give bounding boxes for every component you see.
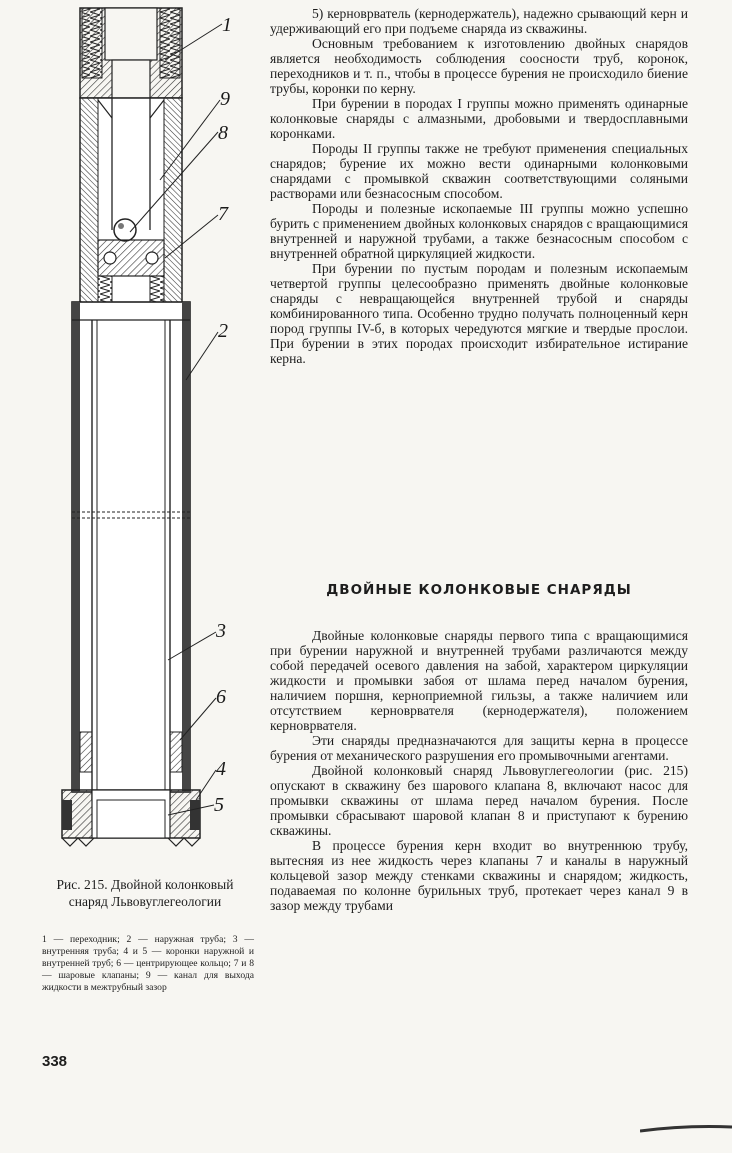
callout-9: 9 <box>220 88 230 110</box>
paragraph: Породы II группы также не требуют применения специальных снарядов; бурение их можно вести одинарными колонковыми снарядами с промывкой скважин соответствующими соляными растворами или безнасосным способом. <box>270 141 688 201</box>
callout-6: 6 <box>216 686 226 708</box>
paragraph: Основным требованием к изготовлению двойных снарядов является необходимость соблюдения соосности труб, коронок, переходников и т. п., чтобы в процессе бурения не происходило биение трубы, коронки по керну. <box>270 36 688 96</box>
page-number: 338 <box>42 1053 68 1070</box>
callout-7: 7 <box>218 203 228 225</box>
callout-2: 2 <box>218 320 228 342</box>
paragraph: При бурении по пустым породам и полезным ископаемым четвертой группы целесообразно применять двойные колонковые снаряды с невращающейся внутренней трубой и снаряды комбинированного типа. Особенно трудно получать полноценный керн пород группы IV-б, в которых чередуются мягкие и твердые прослои. При бурении в этих породах происходит избирательное истирание керна. <box>270 261 688 366</box>
text-column-bottom <box>270 628 688 913</box>
paragraph: Породы и полезные ископаемые III группы можно успешно бурить с применением двойных колонковых снарядов с вращающимися внутренней и наружной трубами, а также безнасосным способом с внутренней обратной циркуляцией жидкости. <box>270 201 688 261</box>
figure-legend: 1 — переходник; 2 — наружная труба; 3 — внутренняя труба; 4 и 5 — коронки наружной и внутренней труб; 6 — центрирующее кольцо; 7 и 8 — шаровые клапаны; 9 — канал для выхода жидкости в межтрубный зазор <box>42 934 254 993</box>
callout-8: 8 <box>218 122 228 144</box>
figure-callouts <box>0 0 270 870</box>
text-column-top <box>270 6 688 366</box>
callout-3: 3 <box>216 620 226 642</box>
paragraph: Двойные колонковые снаряды первого типа с вращающимися при бурении наружной и внутренней трубами различаются между собой передачей осевого давления на забой, характером циркуляции жидкости и промывки забоя от шлама перед началом бурения, наличием поршня, кернoприемной гильзы, а также наличием или отсутствием керноврвателя (кернодержателя), положением керноврвателя. <box>270 628 688 733</box>
paragraph: Эти снаряды предназначаются для защиты керна в процессе бурения от механического разрушения его промывочными агентами. <box>270 733 688 763</box>
paragraph: В процессе бурения керн входит во внутреннюю трубу, вытесняя из нее жидкость через клапаны 7 и каналы в наружный кольцевой зазор между стенками скважины и снарядом; жидкость, подаваемая по колонне бурильных труб, протекает через канал 9 в зазор между трубами <box>270 838 688 913</box>
paragraph: При бурении в породах I группы можно применять одинарные колонковые снаряды с алмазными, дробовыми и твердосплавными коронками. <box>270 96 688 141</box>
figure-caption: Рис. 215. Двойной колонковый снаряд Львовуглегеологии <box>56 877 234 909</box>
scan-smudge <box>640 1125 732 1133</box>
paragraph: 5) керноврватель (кернодержатель), надежно срывающий керн и удерживающий его при подъеме снаряда из скважины. <box>270 6 688 36</box>
callout-5: 5 <box>214 794 224 816</box>
callout-4: 4 <box>216 758 226 780</box>
section-heading: ДВОЙНЫЕ КОЛОНКОВЫЕ СНАРЯДЫ <box>326 582 632 598</box>
paragraph: Двойной колонковый снаряд Львовуглегеологии (рис. 215) опускают в скважину без шарового клапана 8, включают насос для промывки скважины от шлама перед началом бурения. После промывки сбрасывают шаровой клапан 8 и приступают к бурению скважины. <box>270 763 688 838</box>
callout-1: 1 <box>222 14 232 36</box>
